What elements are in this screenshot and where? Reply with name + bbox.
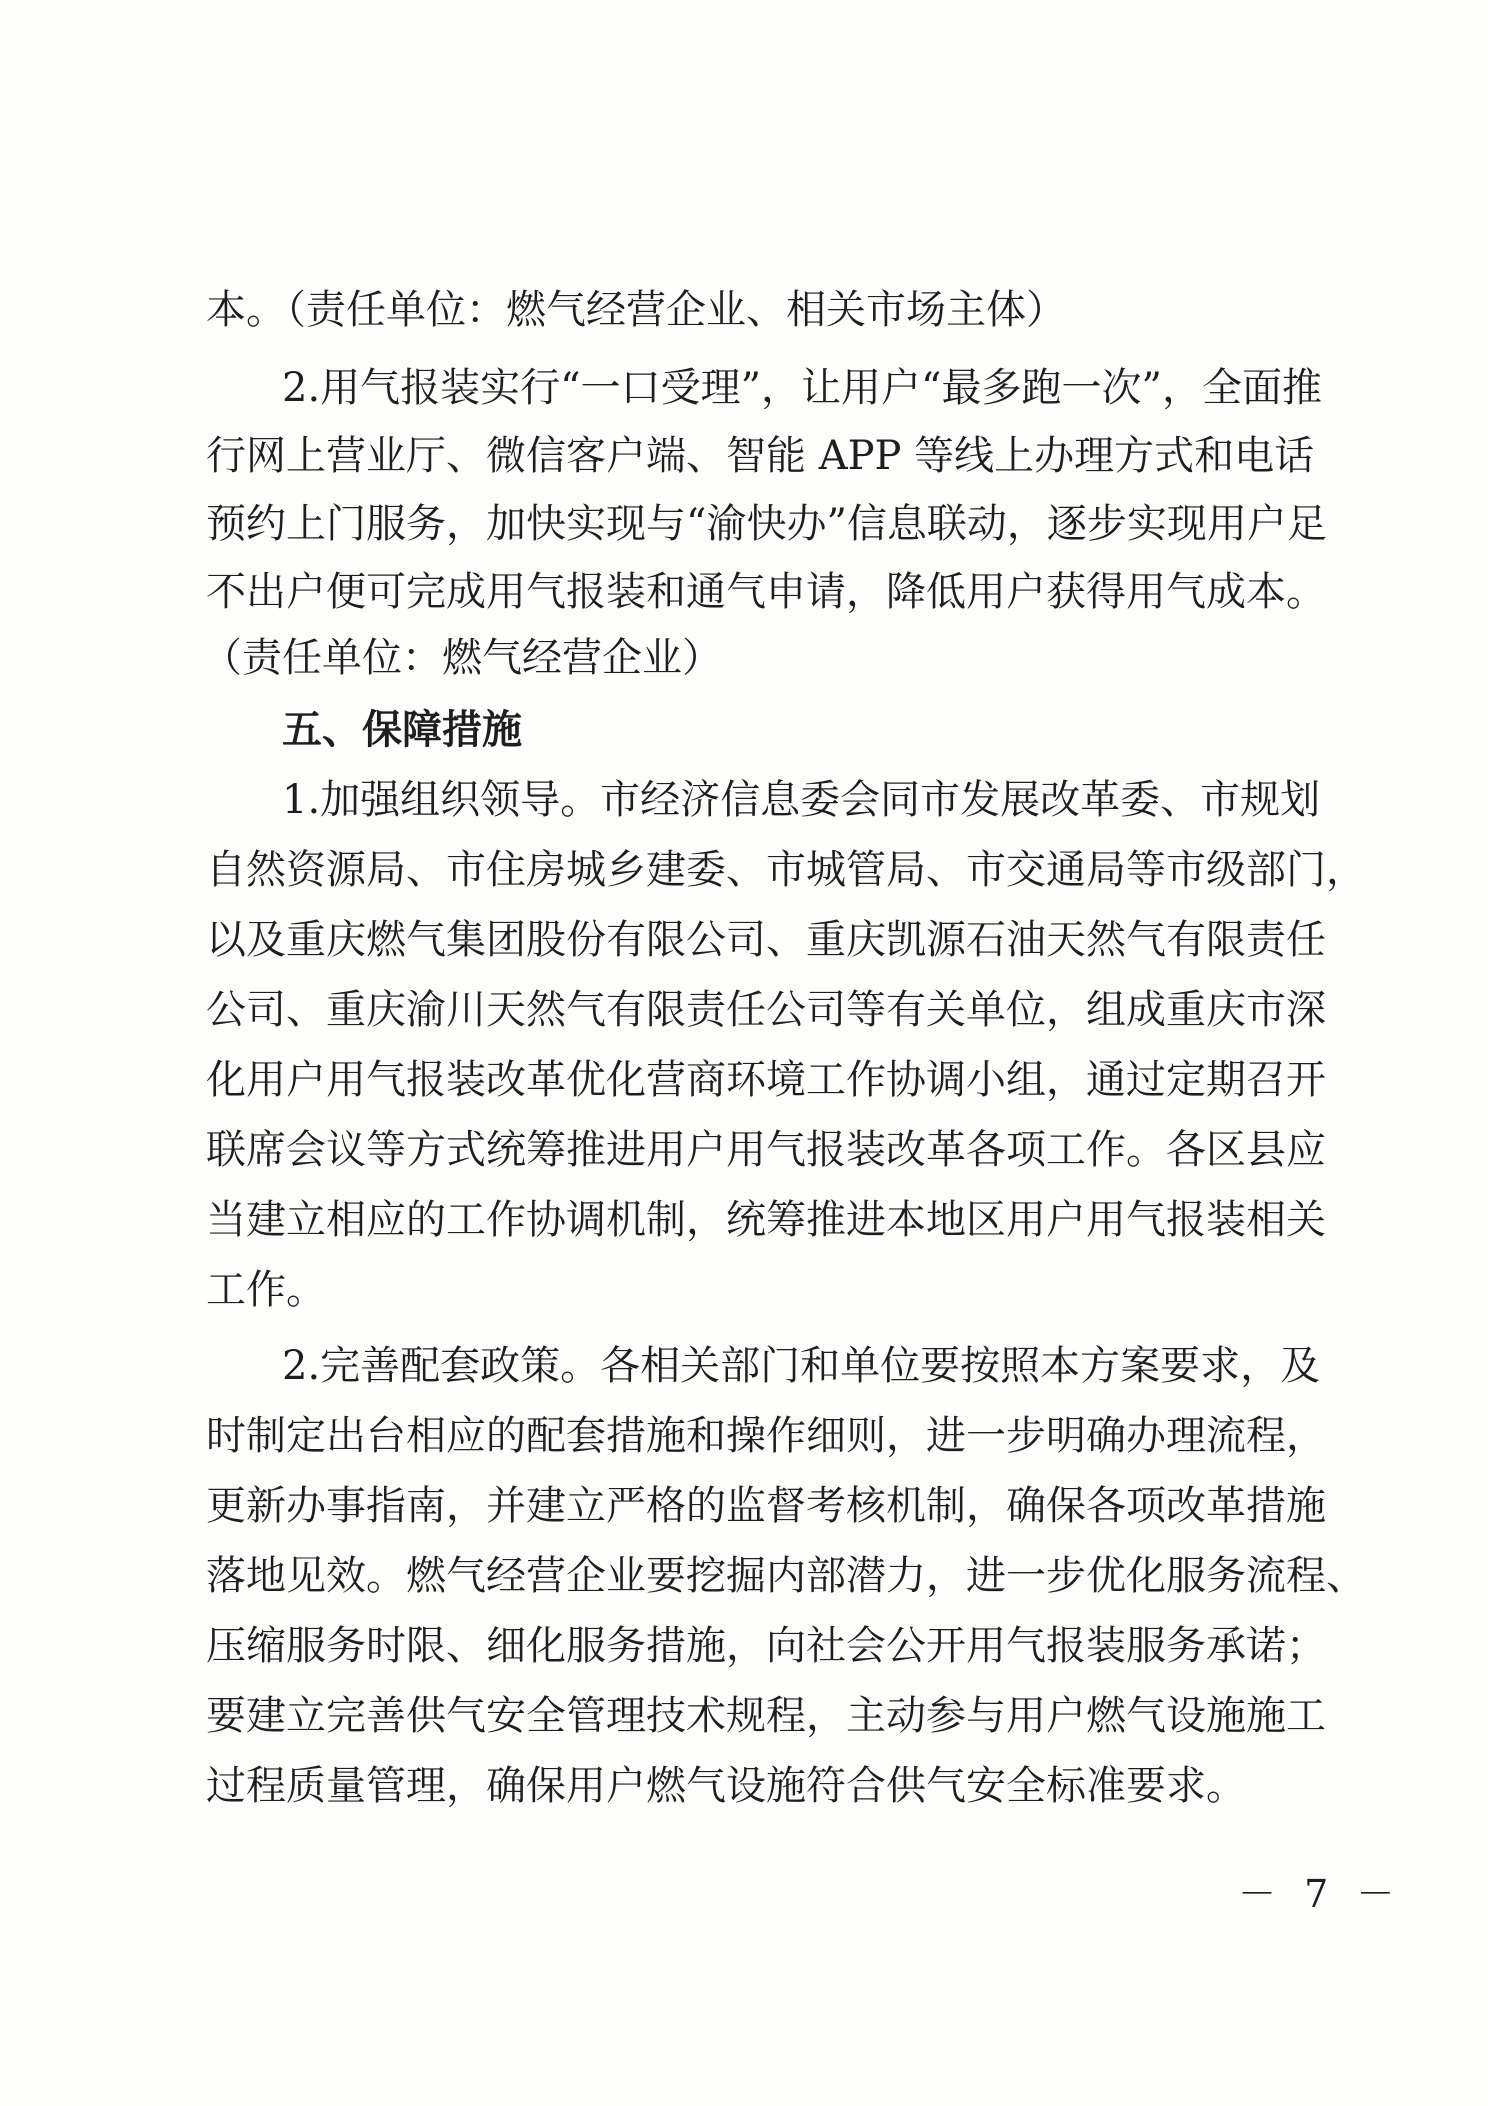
paragraph-line: 时制定出台相应的配套措施和操作细则，进一步明确办理流程，: [206, 1413, 1326, 1459]
paragraph-line: 1.加强组织领导。市经济信息委会同市发展改革委、市规划: [282, 777, 1321, 823]
paragraph-line: 当建立相应的工作协调机制，统筹推进本地区用户用气报装相关: [206, 1197, 1326, 1243]
paragraph-line: 公司、重庆渝川天然气有限责任公司等有关单位，组成重庆市深: [206, 987, 1326, 1033]
paragraph-line: 化用户用气报装改革优化营商环境工作协调小组，通过定期召开: [206, 1057, 1326, 1103]
paragraph-line: （责任单位：燃气经营企业）: [202, 635, 722, 681]
paragraph-line: 自然资源局、市住房城乡建委、市城管局、市交通局等市级部门，: [206, 847, 1366, 893]
page-number: － 7 －: [1238, 1872, 1403, 1916]
paragraph-line: 压缩服务时限、细化服务措施，向社会公开用气报装服务承诺；: [206, 1623, 1326, 1669]
paragraph-line: 要建立完善供气安全管理技术规程，主动参与用户燃气设施施工: [206, 1693, 1326, 1739]
paragraph-line: 2.完善配套政策。各相关部门和单位要按照本方案要求，及: [282, 1343, 1321, 1389]
paragraph-line: 行网上营业厅、微信客户端、智能 APP 等线上办理方式和电话: [206, 433, 1315, 479]
paragraph-line: 2.用气报装实行“一口受理”，让用户“最多跑一次”，全面推: [282, 365, 1322, 411]
paragraph-line: 不出户便可完成用气报装和通气申请，降低用户获得用气成本。: [206, 569, 1326, 615]
paragraph-line: 本。（责任单位：燃气经营企业、相关市场主体）: [206, 287, 1066, 333]
paragraph-line: 预约上门服务，加快实现与“渝快办”信息联动，逐步实现用户足: [206, 501, 1327, 547]
paragraph-line: 以及重庆燃气集团股份有限公司、重庆凯源石油天然气有限责任: [206, 917, 1326, 963]
paragraph-line: 工作。: [206, 1267, 326, 1313]
section-heading: 五、保障措施: [282, 707, 522, 753]
paragraph-line: 过程质量管理，确保用户燃气设施符合供气安全标准要求。: [206, 1763, 1246, 1809]
paragraph-line: 落地见效。燃气经营企业要挖掘内部潜力，进一步优化服务流程、: [206, 1553, 1366, 1599]
paragraph-line: 更新办事指南，并建立严格的监督考核机制，确保各项改革措施: [206, 1483, 1326, 1529]
paragraph-line: 联席会议等方式统筹推进用户用气报装改革各项工作。各区县应: [206, 1127, 1326, 1173]
